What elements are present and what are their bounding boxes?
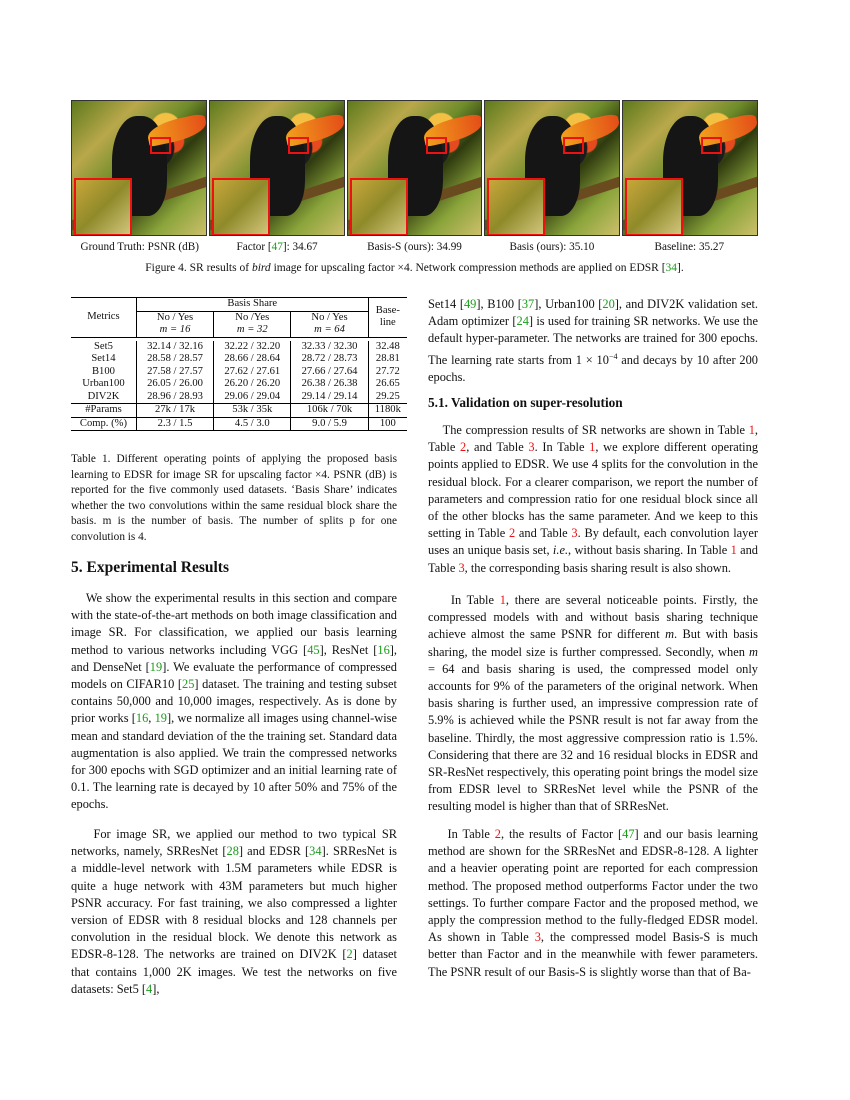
cite-link[interactable]: 45 xyxy=(307,642,320,657)
cite-link[interactable]: 37 xyxy=(521,297,535,311)
cite-link[interactable]: 19 xyxy=(149,659,163,674)
ref-link[interactable]: 1 xyxy=(499,593,506,607)
table-row: Set14 28.58 / 28.57 28.66 / 28.64 28.72 / 28.73 28.81 xyxy=(71,353,407,366)
basis-image xyxy=(484,100,620,236)
ref-link[interactable]: 3 xyxy=(571,526,578,541)
section-heading: 5. Experimental Results xyxy=(71,559,230,576)
table-caption: Table 1. Different operating points of applying the proposed basis learning to EDSR for image SR for upscaling factor ×4. PSNR (dB) is reported for the five commonly used datasets. ‘Basis Share’ indicates whether the two convolutions within the same residual block share the basis. m is the number of basis. The number of splits p for one convolution is 4. xyxy=(71,453,397,543)
cite-link[interactable]: 2 xyxy=(346,947,353,962)
ref-link[interactable]: 3 xyxy=(528,440,535,455)
table-row: Comp. (%) 2.3 / 1.5 4.5 / 3.0 9.0 / 5.9 100 xyxy=(71,417,407,431)
col-head: No / Yes xyxy=(136,311,213,324)
factor-image xyxy=(209,100,345,236)
ref-link[interactable]: 1 xyxy=(730,543,737,558)
col-head: No / Yes xyxy=(291,311,368,324)
ground-truth-image xyxy=(71,100,207,236)
figure-subcaptions xyxy=(71,241,758,253)
paragraph: The compression results of SR networks are shown in Table 1, Table 2, and Table 3. In Table 1, we explore different operating points applied to EDSR. We use 4 splits for the convolution in the residual block. For a clearer comparison, we report the number of parameters and compression ratio for one residual block since all of the other blocks has the same parameter. And we keep to this setting in Table 2 and Table 3. By default, each convolution layer uses an unique basis set, i.e., without basis sharing. In Table 1 and Table 3, the corresponding basis sharing result is also shown. xyxy=(428,423,759,575)
paragraph: In Table 2, the results of Factor [47] and our basis learning method are shown for the SRResNet and EDSR-8-128. A lighter and a heavier operating point are reported for each compression method. The proposed method outperforms Factor under the two settings. To further compare Factor and the proposed method, we apply the compression method to the fully-fledged EDSR model. As shown in Table 3, the compressed model Basis-S is much better than Factor and in the meanwhile with fewer parameters. The PSNR result of our Basis-S is slightly worse than that of Ba- xyxy=(428,827,758,979)
paragraph: Set14 [49], B100 [37], Urban100 [20], and DIV2K validation set. Adam optimizer [24] is used for training SR networks. We use the default hyper-parameter. The networks are trained for 300 epochs. The learning rate starts from $1 \times 10^{-4}$ and decays by 10 after 200 epochs. xyxy=(428,297,758,384)
cite-link[interactable]: 16 xyxy=(377,642,390,657)
m-head: m = 16 xyxy=(136,324,213,337)
cite-link[interactable]: 34 xyxy=(309,844,322,859)
subcaption-baseline: Baseline: 35.27 xyxy=(654,241,725,253)
cite-link[interactable]: 49 xyxy=(463,297,477,311)
cite-link[interactable]: 4 xyxy=(146,981,153,996)
subcaption-ground-truth: Ground Truth: PSNR (dB) xyxy=(80,241,199,253)
ref-link[interactable]: 3 xyxy=(458,560,465,575)
baseline-image xyxy=(622,100,758,236)
metrics-header: Metrics xyxy=(71,298,136,338)
ref-link[interactable]: 3 xyxy=(534,930,541,945)
table-row: DIV2K 28.96 / 28.93 29.06 / 29.04 29.14 / 29.14 29.25 xyxy=(71,391,407,404)
results-table xyxy=(71,297,407,431)
cite-link[interactable]: 34 xyxy=(665,262,678,274)
basis-s-image xyxy=(347,100,483,236)
ref-link[interactable]: 1 xyxy=(748,423,755,437)
table-row: #Params 27k / 17k 53k / 35k 106k / 70k 1180k xyxy=(71,404,407,418)
ref-link[interactable]: 2 xyxy=(509,526,516,541)
basis-share-header: Basis Share xyxy=(136,298,368,312)
paragraph: We show the experimental results in this section and compare with the state-of-the-art methods on both image classification and image SR. For classification, we applied our basis learning method to various networks including VGG [45], ResNet [16], and DenseNet [19]. We evaluate the performance of compressed models on CIFAR10 [25] dataset. The training and testing subset contains 50,000 and 10,000 images, respectively. As is done by prior works [16, 19], we normalize all images using channel-wise mean and standard deviation of the the training set. Standard data augmentation is also applied. We train the compressed networks for 300 epochs with SGD optimizer and an initial learning rate of 0.1. The learning rate is decayed by 10 after 50% and 75% of the epochs. xyxy=(71,591,398,812)
subcaption-basis-s: Basis-S (ours): 34.99 xyxy=(367,241,462,253)
baseline-header: Base- line xyxy=(368,298,407,338)
figure-caption: Figure 4. SR results of bird image for upscaling factor ×4. Network compression methods are applied on EDSR [34]. xyxy=(145,262,684,274)
ref-link[interactable]: 1 xyxy=(589,440,596,455)
subcaption-factor: Factor [47]: 34.67 xyxy=(236,241,318,253)
col-head: No /Yes xyxy=(214,311,291,324)
cite-link[interactable]: 20 xyxy=(602,297,615,311)
table-row: Urban100 26.05 / 26.00 26.20 / 26.20 26.38 / 26.38 26.65 xyxy=(71,378,407,391)
cite-link[interactable]: 47 xyxy=(271,241,283,253)
paragraph: In Table 1, there are several noticeable points. Firstly, the compressed models with and without basis sharing technique achieve almost the same PSNR for different m. But with basis sharing, the model size is further compressed. Secondly, when m = 64 and basis sharing is used, the compressed model only accounts for 9% of the parameters of the original network. When basis sharing is further used, an impressive compression rate of 5.9% is achieved while the PSNR result is not far away from the baseline. Thirdly, the most aggressive compression ratio is 1.5%. Considering that there are 32 and 16 residual blocks in EDSR and SR-ResNet respectively, this operating point brings the model size from EDSR level to SRResNet level while the PSNR of the resulting model is higher than that of SRResNet. xyxy=(428,593,758,814)
cite-link[interactable]: 25 xyxy=(182,677,195,692)
ref-link[interactable]: 2 xyxy=(494,827,501,841)
figure-image-row xyxy=(71,100,758,235)
paragraph: For image SR, we applied our method to two typical SR networks, namely, SRResNet [28] and EDSR [34]. SRResNet is a middle-level network with 1.5M parameters while EDSR is quite a huge network with 43M parameters but much higher PSNR accuracy. For fast training, we also compressed a lighter version of EDSR with 8 residual blocks and 128 channels per convolution in the residual block. We denote this network as EDSR-8-128. The networks are trained on DIV2K [2] dataset that contains 1,000 2K images. We test the networks on five datasets: Set5 [4], xyxy=(71,827,397,996)
cite-link[interactable]: 24 xyxy=(516,314,529,329)
m-head: m = 32 xyxy=(214,324,291,337)
cite-link[interactable]: 16 xyxy=(135,711,149,726)
ref-link[interactable]: 2 xyxy=(460,440,467,455)
m-head: m = 64 xyxy=(291,324,368,337)
table-row: Set5 32.14 / 32.16 32.22 / 32.20 32.33 / 32.30 32.48 xyxy=(71,341,407,354)
cite-link[interactable]: 28 xyxy=(226,844,239,859)
table-row: B100 27.58 / 27.57 27.62 / 27.61 27.66 / 27.64 27.72 xyxy=(71,366,407,379)
subcaption-basis: Basis (ours): 35.10 xyxy=(509,241,595,253)
subsection-heading: 5.1. Validation on super-resolution xyxy=(428,395,623,410)
cite-link[interactable]: 47 xyxy=(622,827,635,841)
cite-link[interactable]: 19 xyxy=(154,711,167,726)
